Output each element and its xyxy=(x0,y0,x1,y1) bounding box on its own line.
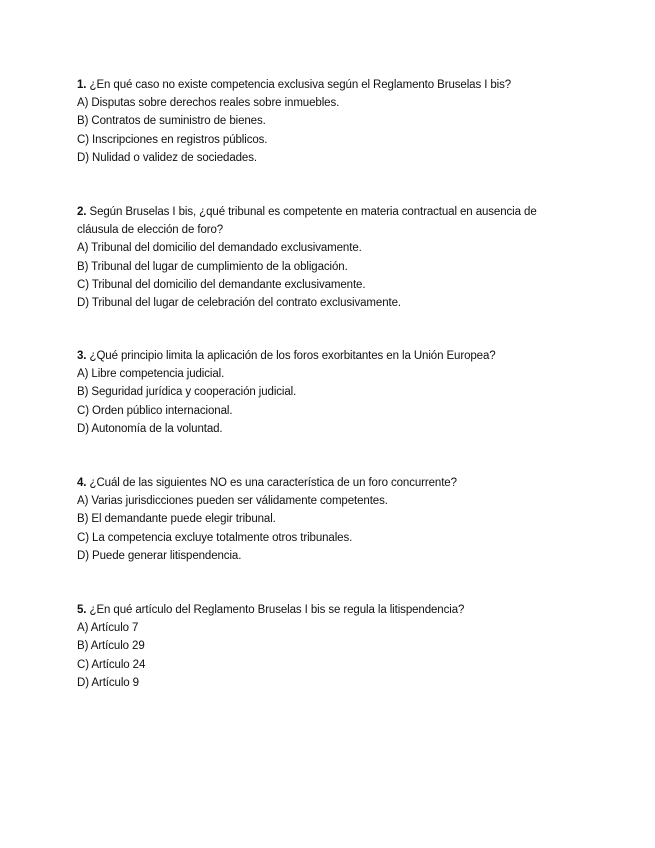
option-d: D) Tribunal del lugar de celebración del contrato exclusivamente. xyxy=(77,297,401,310)
question-number: 5. xyxy=(77,604,87,616)
question-text: Según Bruselas I bis, ¿qué tribunal es competente en materia contractual en ausencia de cláusula de elección de foro? xyxy=(77,206,537,237)
question-number: 4. xyxy=(77,477,87,489)
question-2-prompt xyxy=(77,203,577,239)
question-5-prompt xyxy=(77,601,577,619)
option-d: D) Puede generar litispendencia. xyxy=(77,549,242,562)
option-c: C) La competencia excluye totalmente otros tribunales. xyxy=(77,531,353,544)
question-3 xyxy=(77,347,577,438)
option-b: B) Contratos de suministro de bienes. xyxy=(77,115,266,128)
option-a: A) Libre competencia judicial. xyxy=(77,368,225,381)
option-c: C) Artículo 24 xyxy=(77,658,146,671)
question-number: 2. xyxy=(77,206,87,218)
question-4 xyxy=(77,474,577,565)
question-number: 1. xyxy=(77,79,87,91)
option-b: B) El demandante puede elegir tribunal. xyxy=(77,513,276,526)
option-a: A) Disputas sobre derechos reales sobre inmuebles. xyxy=(77,97,340,110)
question-text: ¿En qué artículo del Reglamento Bruselas I bis se regula la litispendencia? xyxy=(89,604,465,616)
question-2 xyxy=(77,203,577,312)
question-1-prompt xyxy=(77,76,577,94)
question-text: ¿Qué principio limita la aplicación de los foros exorbitantes en la Unión Europea? xyxy=(89,350,496,362)
question-text: ¿Cuál de las siguientes NO es una característica de un foro concurrente? xyxy=(89,477,457,489)
option-a: A) Varias jurisdicciones pueden ser válidamente competentes. xyxy=(77,495,388,508)
question-text: ¿En qué caso no existe competencia exclusiva según el Reglamento Bruselas I bis? xyxy=(89,79,512,91)
option-c: C) Orden público internacional. xyxy=(77,404,233,417)
question-3-prompt xyxy=(77,347,577,365)
option-b: B) Tribunal del lugar de cumplimiento de la obligación. xyxy=(77,260,348,273)
option-b: B) Artículo 29 xyxy=(77,640,145,653)
question-4-prompt xyxy=(77,474,577,492)
question-5 xyxy=(77,601,577,692)
option-b: B) Seguridad jurídica y cooperación judicial. xyxy=(77,386,297,399)
option-d: D) Nulidad o validez de sociedades. xyxy=(77,151,257,164)
option-a: A) Artículo 7 xyxy=(77,622,139,635)
question-number: 3. xyxy=(77,350,87,362)
question-1 xyxy=(77,76,577,167)
option-c: C) Inscripciones en registros públicos. xyxy=(77,133,268,146)
option-d: D) Artículo 9 xyxy=(77,676,139,689)
option-c: C) Tribunal del domicilio del demandante exclusivamente. xyxy=(77,278,366,291)
option-a: A) Tribunal del domicilio del demandado exclusivamente. xyxy=(77,242,362,255)
option-d: D) Autonomía de la voluntad. xyxy=(77,422,223,435)
